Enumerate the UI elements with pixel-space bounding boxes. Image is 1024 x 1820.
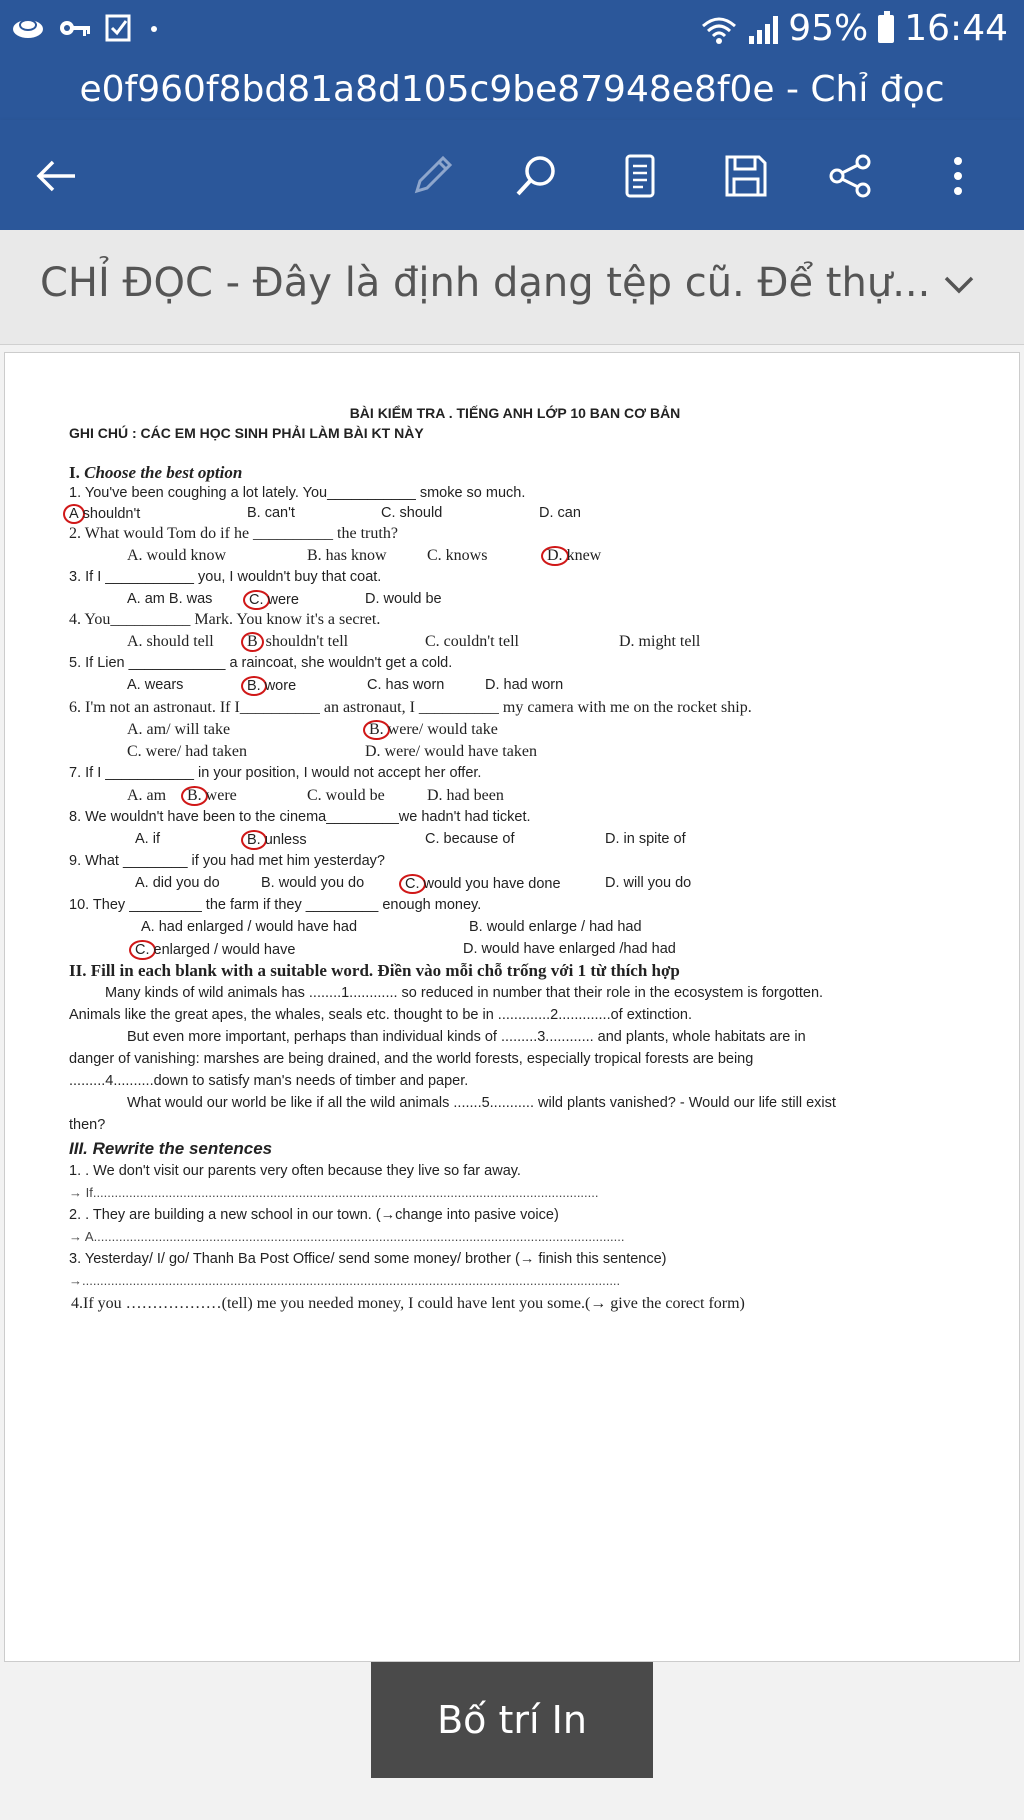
question-5-text: 5. If Lien ____________ a raincoat, she wouldn't get a cold. — [69, 655, 453, 671]
rewrite-answer-line: →..................................................................................................................................................... — [69, 1273, 621, 1288]
question-4-text: 4. You__________ Mark. You know it's a secret. — [69, 611, 381, 628]
option-c: C. because of — [425, 831, 515, 847]
question-9-options — [65, 875, 965, 895]
question-10-options-row1 — [65, 919, 965, 939]
section-1-heading — [69, 463, 242, 483]
option-c: C. knows — [427, 547, 488, 564]
option-d: D. might tell — [619, 633, 701, 650]
option-a: A. should tell — [127, 633, 214, 650]
question-2-text: 2. What would Tom do if he __________ the truth? — [69, 525, 398, 542]
question-10-options-row2 — [65, 941, 965, 961]
answer-circle: A — [63, 504, 85, 524]
back-arrow-icon[interactable] — [28, 148, 84, 204]
readonly-banner[interactable] — [0, 230, 1024, 345]
option-d: D. in spite of — [605, 831, 686, 847]
option-text: were/ would take — [387, 721, 498, 738]
rewrite-answer-line: → A................................................................................................................................................... — [69, 1229, 625, 1244]
option-text: shouldn't — [82, 506, 141, 522]
option-a: A. wears — [127, 677, 184, 693]
question-8-text: 8. We wouldn't have been to the cinema_________we hadn't had ticket. — [69, 809, 531, 825]
passage-line: Animals like the great apes, the whales, seals etc. thought to be in .............2.............of extinction. — [69, 1007, 693, 1023]
battery-percent: 95% — [788, 8, 869, 49]
answer-circle: B — [241, 632, 264, 652]
question-3-options — [65, 591, 965, 611]
status-icons — [10, 12, 162, 44]
option-d: D. had worn — [485, 677, 564, 693]
search-icon[interactable] — [508, 148, 564, 204]
answer-circle: B. — [363, 720, 390, 740]
question-3-text: 3. If I ___________ you, I wouldn't buy that coat. — [69, 569, 382, 585]
document-page[interactable] — [4, 352, 1020, 1662]
option-d: D. will you do — [605, 875, 692, 891]
toolbar — [0, 120, 1024, 230]
option-text: were — [205, 787, 237, 804]
option-c: C. has worn — [367, 677, 445, 693]
answer-circle: D. — [541, 546, 569, 566]
option-b: B. has know — [307, 547, 387, 564]
option-text: enlarged / would have — [153, 942, 296, 958]
passage-line: Many kinds of wild animals has ........1............ so reduced in number that their role in the ecosystem is forgotten. — [105, 985, 824, 1001]
answer-circle: C. — [243, 590, 270, 610]
option-d: D. can — [539, 505, 581, 521]
rewrite-line: 4.If you ………………(tell) me you needed money, I could have lent you some.(→ give the corect form) — [71, 1295, 745, 1312]
rewrite-line: 3. Yesterday/ I/ go/ Thanh Ba Post Office/ send some money/ brother (→ finish this sentence) — [69, 1251, 667, 1267]
passage-line: then? — [69, 1117, 106, 1133]
document-title: e0f960f8bd81a8d105c9be87948e8f0e - Chỉ đọc — [0, 60, 1024, 120]
rewrite-line: 2. . They are building a new school in our town. (→change into pasive voice) — [69, 1207, 559, 1223]
question-6-options-row1 — [65, 721, 965, 741]
option-a: A. did you do — [135, 875, 220, 891]
question-7-options — [65, 787, 965, 807]
clock: 16:44 — [904, 8, 1008, 49]
option-a: A. am — [127, 787, 167, 804]
option-c: C. would be — [307, 787, 385, 804]
question-6-options-row2 — [65, 743, 965, 763]
question-1-text: 1. You've been coughing a lot lately. You___________ smoke so much. — [69, 485, 526, 501]
save-icon[interactable] — [718, 148, 774, 204]
question-6-text: 6. I'm not an astronaut. If I__________ an astronaut, I __________ my camera with me on the rocket ship. — [69, 699, 752, 716]
answer-circle: B. — [181, 786, 208, 806]
option-a: A. am/ will take — [127, 721, 231, 738]
passage-line: danger of vanishing: marshes are being drained, and the world forests, especially tropical forests are being — [69, 1051, 754, 1067]
answer-circle: C. — [399, 874, 426, 894]
option-a: A. would know — [127, 547, 227, 564]
option-c: C. should — [381, 505, 443, 521]
question-1-options — [65, 505, 965, 525]
pencil-icon[interactable] — [404, 148, 460, 204]
question-8-options — [65, 831, 965, 851]
option-b: B. would you do — [261, 875, 365, 891]
readonly-banner-text: CHỈ ĐỌC - Đây là định dạng tệp cũ. Để thự... — [40, 260, 931, 306]
option-a: A. if — [135, 831, 160, 847]
option-text: shouldn't tell — [265, 633, 349, 650]
dot-icon — [146, 13, 162, 43]
section-2-heading: II. Fill in each blank with a suitable word. Điền vào mỗi chỗ trống với 1 từ thích hợp — [69, 961, 680, 980]
reading-view-icon[interactable] — [612, 148, 668, 204]
question-10-text: 10. They _________ the farm if they _________ enough money. — [69, 897, 482, 913]
question-2-options — [65, 547, 965, 567]
key-icon — [58, 13, 92, 43]
question-9-text: 9. What ________ if you had met him yesterday? — [69, 853, 385, 869]
answer-circle: B. — [241, 830, 267, 850]
document-header-note: GHI CHÚ : CÁC EM HỌC SINH PHẢI LÀM BÀI KT NÀY — [69, 425, 424, 441]
question-7-text: 7. If I ___________ in your position, I would not accept her offer. — [69, 765, 482, 781]
status-bar — [0, 0, 1024, 60]
share-icon[interactable] — [822, 148, 878, 204]
option-text: were — [267, 592, 299, 608]
option-text: knew — [566, 547, 602, 564]
rewrite-line: 1. . We don't visit our parents very often because they live so far away. — [69, 1163, 521, 1179]
wifi-icon — [699, 12, 739, 46]
option-a: A. had enlarged / would have had — [141, 919, 358, 935]
answer-circle: C. — [129, 940, 156, 960]
passage-line: But even more important, perhaps than individual kinds of .........3............ and plants, whole habitats are in — [127, 1029, 806, 1045]
rewrite-answer-line: → If............................................................................................................................................ — [69, 1185, 599, 1200]
cloud-icon — [10, 13, 46, 43]
option-b: B. would enlarge / had had — [469, 919, 642, 935]
question-4-options — [65, 633, 965, 653]
signal-icon — [749, 14, 778, 44]
question-5-options — [65, 677, 965, 697]
passage-line: What would our world be like if all the wild animals .......5........... wild plants vanished? - Would our life still exist — [127, 1095, 836, 1111]
answer-circle: B. — [241, 676, 267, 696]
option-d: D. had been — [427, 787, 504, 804]
option-c: C. were/ had taken — [127, 743, 247, 760]
checkbox-icon — [104, 12, 134, 44]
section-3-heading: III. Rewrite the sentences — [69, 1139, 273, 1158]
option-d: D. would be — [365, 591, 442, 607]
chevron-down-icon[interactable] — [934, 260, 984, 310]
option-c: C. couldn't tell — [425, 633, 519, 650]
battery-icon — [878, 15, 894, 43]
option-text: would you have done — [423, 876, 561, 892]
passage-line: .........4..........down to satisfy man's needs of timber and paper. — [69, 1073, 469, 1089]
option-a: A. am B. was — [127, 591, 213, 607]
document-header-title: BÀI KIỂM TRA . TIẾNG ANH LỚP 10 BAN CƠ BẢN — [349, 405, 681, 421]
print-layout-button[interactable]: Bố trí In — [371, 1662, 653, 1778]
option-d: D. were/ would have taken — [365, 743, 537, 760]
option-text: unless — [264, 832, 307, 848]
more-icon[interactable] — [930, 148, 986, 204]
option-d: D. would have enlarged /had had — [463, 941, 676, 957]
option-b: B. can't — [247, 505, 295, 521]
option-text: wore — [264, 678, 297, 694]
section-1-title: Choose the best option — [84, 463, 243, 482]
section-1-number: I. — [69, 463, 80, 482]
